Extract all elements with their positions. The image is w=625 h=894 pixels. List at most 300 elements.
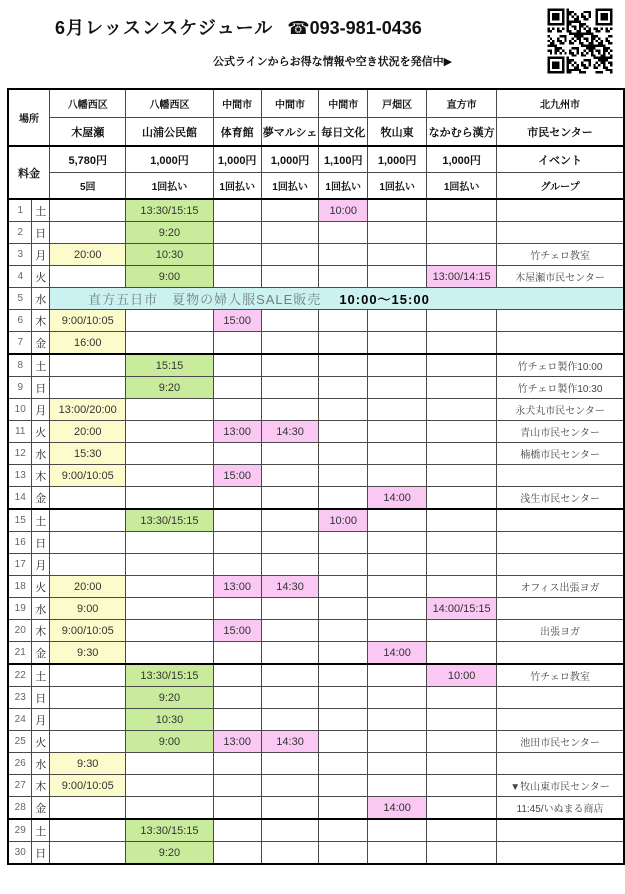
note-cell: 永犬丸市民センター [497,399,624,421]
time-cell-kiyanose: 9:30 [50,642,126,665]
schedule-row-15 [8,509,624,532]
day-of-week: 水 [32,753,50,775]
note-cell: オフィス出張ヨガ [497,576,624,598]
time-cell-nakamura [427,399,497,421]
time-cell-nakamura [427,222,497,244]
region-row [8,89,624,118]
plan-shimin: グループ [497,173,624,200]
note-cell [497,687,624,709]
time-cell-yumemarche [261,399,319,421]
note-cell [497,753,624,775]
time-cell-taiikukan [213,554,261,576]
time-cell-makiyama [368,266,427,288]
time-cell-kiyanose: 9:00/10:05 [50,620,126,642]
day-of-week: 木 [32,775,50,797]
time-cell-yumemarche [261,753,319,775]
time-cell-kiyanose [50,664,126,687]
time-cell-nakamura [427,199,497,222]
time-cell-nakamura [427,753,497,775]
time-cell-yumemarche: 14:30 [261,576,319,598]
schedule-row-30 [8,842,624,865]
day-of-week: 月 [32,554,50,576]
title-text: 6月レッスンスケジュール [55,18,274,38]
time-cell-makiyama [368,222,427,244]
schedule-row-7 [8,332,624,355]
time-cell-yamaura [126,465,213,487]
plan-nakamura: 1回払い [427,173,497,200]
day-of-week: 水 [32,288,50,310]
note-cell [497,222,624,244]
time-cell-yumemarche [261,642,319,665]
time-cell-mainichi [319,642,368,665]
note-cell: 青山市民センター [497,421,624,443]
time-cell-yamaura: 9:20 [126,842,213,865]
time-cell-nakamura [427,554,497,576]
time-cell-kiyanose: 13:00/20:00 [50,399,126,421]
schedule-row-18 [8,576,624,598]
row-number: 2 [8,222,32,244]
note-cell: 出張ヨガ [497,620,624,642]
time-cell-yamaura [126,620,213,642]
time-cell-kiyanose: 20:00 [50,244,126,266]
time-cell-kiyanose [50,819,126,842]
time-cell-nakamura: 10:00 [427,664,497,687]
day-of-week: 日 [32,842,50,865]
time-cell-kiyanose [50,687,126,709]
schedule-row-23 [8,687,624,709]
row-number: 11 [8,421,32,443]
note-cell [497,532,624,554]
time-cell-yumemarche [261,332,319,355]
note-cell [497,310,624,332]
time-cell-makiyama [368,598,427,620]
time-cell-yumemarche: 14:30 [261,421,319,443]
plan-mainichi: 1回払い [319,173,368,200]
venue-kiyanose: 木屋瀬 [50,118,126,147]
day-of-week: 日 [32,377,50,399]
time-cell-taiikukan [213,598,261,620]
schedule-row-17 [8,554,624,576]
time-cell-taiikukan [213,775,261,797]
note-cell [497,842,624,865]
time-cell-yamaura [126,332,213,355]
time-cell-makiyama [368,709,427,731]
row-number: 19 [8,598,32,620]
time-cell-nakamura [427,620,497,642]
day-of-week: 土 [32,354,50,377]
time-cell-yamaura: 13:30/15:15 [126,199,213,222]
time-cell-nakamura [427,310,497,332]
row-number: 28 [8,797,32,820]
time-cell-taiikukan [213,819,261,842]
time-cell-yamaura: 10:30 [126,709,213,731]
row-number: 13 [8,465,32,487]
schedule-row-5 [8,288,624,310]
note-cell [497,554,624,576]
time-cell-nakamura [427,354,497,377]
schedule-row-11 [8,421,624,443]
day-of-week: 木 [32,310,50,332]
note-cell [497,642,624,665]
region-taiikukan: 中間市 [213,89,261,118]
note-cell: 楠橋市民センター [497,443,624,465]
time-cell-makiyama: 14:00 [368,487,427,510]
schedule-row-9 [8,377,624,399]
day-of-week: 火 [32,731,50,753]
corner-place-label: 場所 [8,89,50,146]
time-cell-nakamura [427,731,497,753]
time-cell-mainichi [319,399,368,421]
time-cell-taiikukan [213,532,261,554]
region-makiyama: 戸畑区 [368,89,427,118]
time-cell-yamaura [126,598,213,620]
row-number: 20 [8,620,32,642]
price-shimin: イベント [497,146,624,173]
note-cell [497,819,624,842]
time-cell-mainichi [319,753,368,775]
venue-yamaura: 山浦公民館 [126,118,213,147]
row-number: 29 [8,819,32,842]
price-row [8,146,624,173]
price-kiyanose: 5,780円 [50,146,126,173]
time-cell-yumemarche [261,709,319,731]
time-cell-mainichi [319,709,368,731]
time-cell-kiyanose [50,266,126,288]
price-nakamura: 1,000円 [427,146,497,173]
time-cell-yamaura [126,487,213,510]
time-cell-nakamura [427,819,497,842]
schedule-row-12 [8,443,624,465]
time-cell-kiyanose [50,842,126,865]
time-cell-kiyanose [50,199,126,222]
time-cell-taiikukan [213,687,261,709]
day-of-week: 火 [32,266,50,288]
time-cell-yumemarche [261,554,319,576]
price-yamaura: 1,000円 [126,146,213,173]
price-yumemarche: 1,000円 [261,146,319,173]
note-cell: 竹チェロ教室 [497,244,624,266]
time-cell-nakamura [427,642,497,665]
time-cell-taiikukan [213,244,261,266]
row-number: 18 [8,576,32,598]
venue-makiyama: 牧山東 [368,118,427,147]
time-cell-taiikukan [213,753,261,775]
day-of-week: 月 [32,244,50,266]
time-cell-mainichi [319,554,368,576]
time-cell-taiikukan [213,842,261,865]
sale-banner-text: 直方五日市 夏物の婦人服SALE販売 [88,292,322,307]
time-cell-nakamura: 14:00/15:15 [427,598,497,620]
time-cell-yumemarche [261,620,319,642]
schedule-row-26 [8,753,624,775]
time-cell-taiikukan [213,399,261,421]
region-kiyanose: 八幡西区 [50,89,126,118]
note-cell: 浅生市民センター [497,487,624,510]
time-cell-taiikukan [213,332,261,355]
time-cell-kiyanose [50,554,126,576]
line-promo-text: 公式ラインからお得な情報や空き状況を発信中▶ [213,56,453,68]
time-cell-yumemarche: 14:30 [261,731,319,753]
schedule-row-2 [8,222,624,244]
time-cell-yumemarche [261,687,319,709]
time-cell-kiyanose: 9:00/10:05 [50,775,126,797]
lesson-schedule-table [7,88,625,865]
note-cell [497,199,624,222]
row-number: 15 [8,509,32,532]
time-cell-kiyanose: 9:00 [50,598,126,620]
plan-taiikukan: 1回払い [213,173,261,200]
time-cell-makiyama [368,620,427,642]
note-cell: 竹チェロ製作10:30 [497,377,624,399]
time-cell-taiikukan [213,222,261,244]
time-cell-makiyama [368,842,427,865]
time-cell-yumemarche [261,222,319,244]
plan-yamaura: 1回払い [126,173,213,200]
day-of-week: 火 [32,576,50,598]
time-cell-taiikukan [213,266,261,288]
schedule-row-29 [8,819,624,842]
note-cell [497,709,624,731]
day-of-week: 金 [32,487,50,510]
time-cell-mainichi: 10:00 [319,509,368,532]
row-number: 10 [8,399,32,421]
time-cell-yamaura [126,399,213,421]
price-taiikukan: 1,000円 [213,146,261,173]
time-cell-nakamura [427,842,497,865]
time-cell-mainichi [319,775,368,797]
schedule-row-25 [8,731,624,753]
row-number: 9 [8,377,32,399]
phone-number: ☎093-981-0436 [287,18,422,38]
time-cell-taiikukan: 13:00 [213,421,261,443]
time-cell-kiyanose: 9:30 [50,753,126,775]
time-cell-taiikukan [213,642,261,665]
time-cell-kiyanose [50,509,126,532]
time-cell-yumemarche [261,819,319,842]
time-cell-yumemarche [261,377,319,399]
row-number: 22 [8,664,32,687]
row-number: 8 [8,354,32,377]
day-of-week: 日 [32,532,50,554]
time-cell-nakamura [427,509,497,532]
time-cell-nakamura [427,377,497,399]
time-cell-taiikukan [213,487,261,510]
day-of-week: 金 [32,332,50,355]
time-cell-yumemarche [261,775,319,797]
row-number: 16 [8,532,32,554]
time-cell-nakamura [427,244,497,266]
time-cell-nakamura [427,487,497,510]
time-cell-yamaura [126,421,213,443]
time-cell-mainichi [319,354,368,377]
row-number: 7 [8,332,32,355]
venue-taiikukan: 体育館 [213,118,261,147]
time-cell-taiikukan [213,797,261,820]
note-cell: 竹チェロ教室 [497,664,624,687]
time-cell-kiyanose: 20:00 [50,576,126,598]
time-cell-yumemarche [261,797,319,820]
time-cell-nakamura [427,687,497,709]
row-number: 12 [8,443,32,465]
time-cell-mainichi [319,421,368,443]
schedule-row-28 [8,797,624,820]
row-number: 3 [8,244,32,266]
time-cell-mainichi [319,244,368,266]
time-cell-yumemarche [261,199,319,222]
schedule-row-19 [8,598,624,620]
time-cell-mainichi [319,620,368,642]
day-of-week: 水 [32,443,50,465]
time-cell-makiyama [368,354,427,377]
time-cell-yamaura [126,443,213,465]
note-cell: ▼牧山東市民センター [497,775,624,797]
row-number: 23 [8,687,32,709]
time-cell-mainichi: 10:00 [319,199,368,222]
time-cell-kiyanose [50,532,126,554]
time-cell-makiyama: 14:00 [368,797,427,820]
row-number: 25 [8,731,32,753]
time-cell-makiyama [368,731,427,753]
note-cell: 木屋瀬市民センター [497,266,624,288]
time-cell-makiyama [368,199,427,222]
schedule-row-1 [8,199,624,222]
time-cell-kiyanose [50,709,126,731]
time-cell-yamaura [126,310,213,332]
time-cell-nakamura [427,465,497,487]
note-cell [497,598,624,620]
day-of-week: 土 [32,819,50,842]
time-cell-kiyanose: 15:30 [50,443,126,465]
row-number: 30 [8,842,32,865]
time-cell-nakamura [427,775,497,797]
time-cell-yamaura [126,554,213,576]
note-cell: 11:45/いぬまる商店 [497,797,624,820]
schedule-row-21 [8,642,624,665]
row-number: 5 [8,288,32,310]
page-title [55,14,422,40]
row-number: 27 [8,775,32,797]
time-cell-taiikukan [213,354,261,377]
time-cell-mainichi [319,842,368,865]
day-of-week: 月 [32,399,50,421]
time-cell-taiikukan [213,377,261,399]
venue-yumemarche: 夢マルシェ [261,118,319,147]
sale-banner [50,288,624,310]
time-cell-kiyanose: 9:00/10:05 [50,465,126,487]
corner-price-label: 料金 [8,146,50,199]
day-of-week: 木 [32,465,50,487]
time-cell-taiikukan: 13:00 [213,576,261,598]
day-of-week: 土 [32,199,50,222]
time-cell-kiyanose [50,377,126,399]
time-cell-taiikukan: 15:00 [213,465,261,487]
venue-row [8,118,624,147]
time-cell-taiikukan [213,509,261,532]
time-cell-yamaura: 13:30/15:15 [126,509,213,532]
schedule-row-4 [8,266,624,288]
time-cell-taiikukan [213,709,261,731]
time-cell-yamaura: 9:20 [126,687,213,709]
time-cell-kiyanose [50,731,126,753]
day-of-week: 土 [32,664,50,687]
time-cell-mainichi [319,797,368,820]
time-cell-nakamura [427,797,497,820]
note-cell: 池田市民センター [497,731,624,753]
time-cell-yumemarche [261,532,319,554]
time-cell-mainichi [319,598,368,620]
schedule-row-8 [8,354,624,377]
time-cell-makiyama [368,753,427,775]
day-of-week: 月 [32,709,50,731]
time-cell-yumemarche [261,842,319,865]
time-cell-mainichi [319,310,368,332]
plan-kiyanose: 5回 [50,173,126,200]
time-cell-mainichi [319,332,368,355]
time-cell-makiyama: 14:00 [368,642,427,665]
time-cell-yumemarche [261,310,319,332]
time-cell-yumemarche [261,354,319,377]
time-cell-nakamura [427,443,497,465]
plan-row [8,173,624,200]
time-cell-makiyama [368,399,427,421]
region-shimin: 北九州市 [497,89,624,118]
region-yamaura: 八幡西区 [126,89,213,118]
time-cell-makiyama [368,775,427,797]
schedule-header [8,89,624,199]
time-cell-makiyama [368,554,427,576]
time-cell-mainichi [319,532,368,554]
schedule-row-27 [8,775,624,797]
time-cell-yamaura: 9:00 [126,266,213,288]
region-yumemarche: 中間市 [261,89,319,118]
time-cell-kiyanose [50,487,126,510]
schedule-row-16 [8,532,624,554]
schedule-row-3 [8,244,624,266]
time-cell-kiyanose [50,797,126,820]
day-of-week: 水 [32,598,50,620]
time-cell-nakamura [427,576,497,598]
time-cell-makiyama [368,687,427,709]
day-of-week: 木 [32,620,50,642]
schedule-row-14 [8,487,624,510]
time-cell-taiikukan: 15:00 [213,310,261,332]
time-cell-yamaura: 9:20 [126,222,213,244]
time-cell-yumemarche [261,244,319,266]
venue-shimin: 市民センター [497,118,624,147]
time-cell-nakamura [427,421,497,443]
time-cell-mainichi [319,664,368,687]
venue-nakamura: なかむら漢方 [427,118,497,147]
time-cell-taiikukan [213,664,261,687]
time-cell-yamaura: 15:15 [126,354,213,377]
schedule-row-24 [8,709,624,731]
time-cell-makiyama [368,509,427,532]
time-cell-mainichi [319,576,368,598]
time-cell-nakamura [427,709,497,731]
time-cell-mainichi [319,222,368,244]
time-cell-taiikukan [213,443,261,465]
time-cell-yamaura: 13:30/15:15 [126,819,213,842]
time-cell-taiikukan [213,199,261,222]
time-cell-makiyama [368,332,427,355]
time-cell-yumemarche [261,509,319,532]
time-cell-mainichi [319,377,368,399]
time-cell-nakamura [427,332,497,355]
day-of-week: 金 [32,797,50,820]
time-cell-kiyanose: 16:00 [50,332,126,355]
time-cell-nakamura: 13:00/14:15 [427,266,497,288]
day-of-week: 日 [32,222,50,244]
